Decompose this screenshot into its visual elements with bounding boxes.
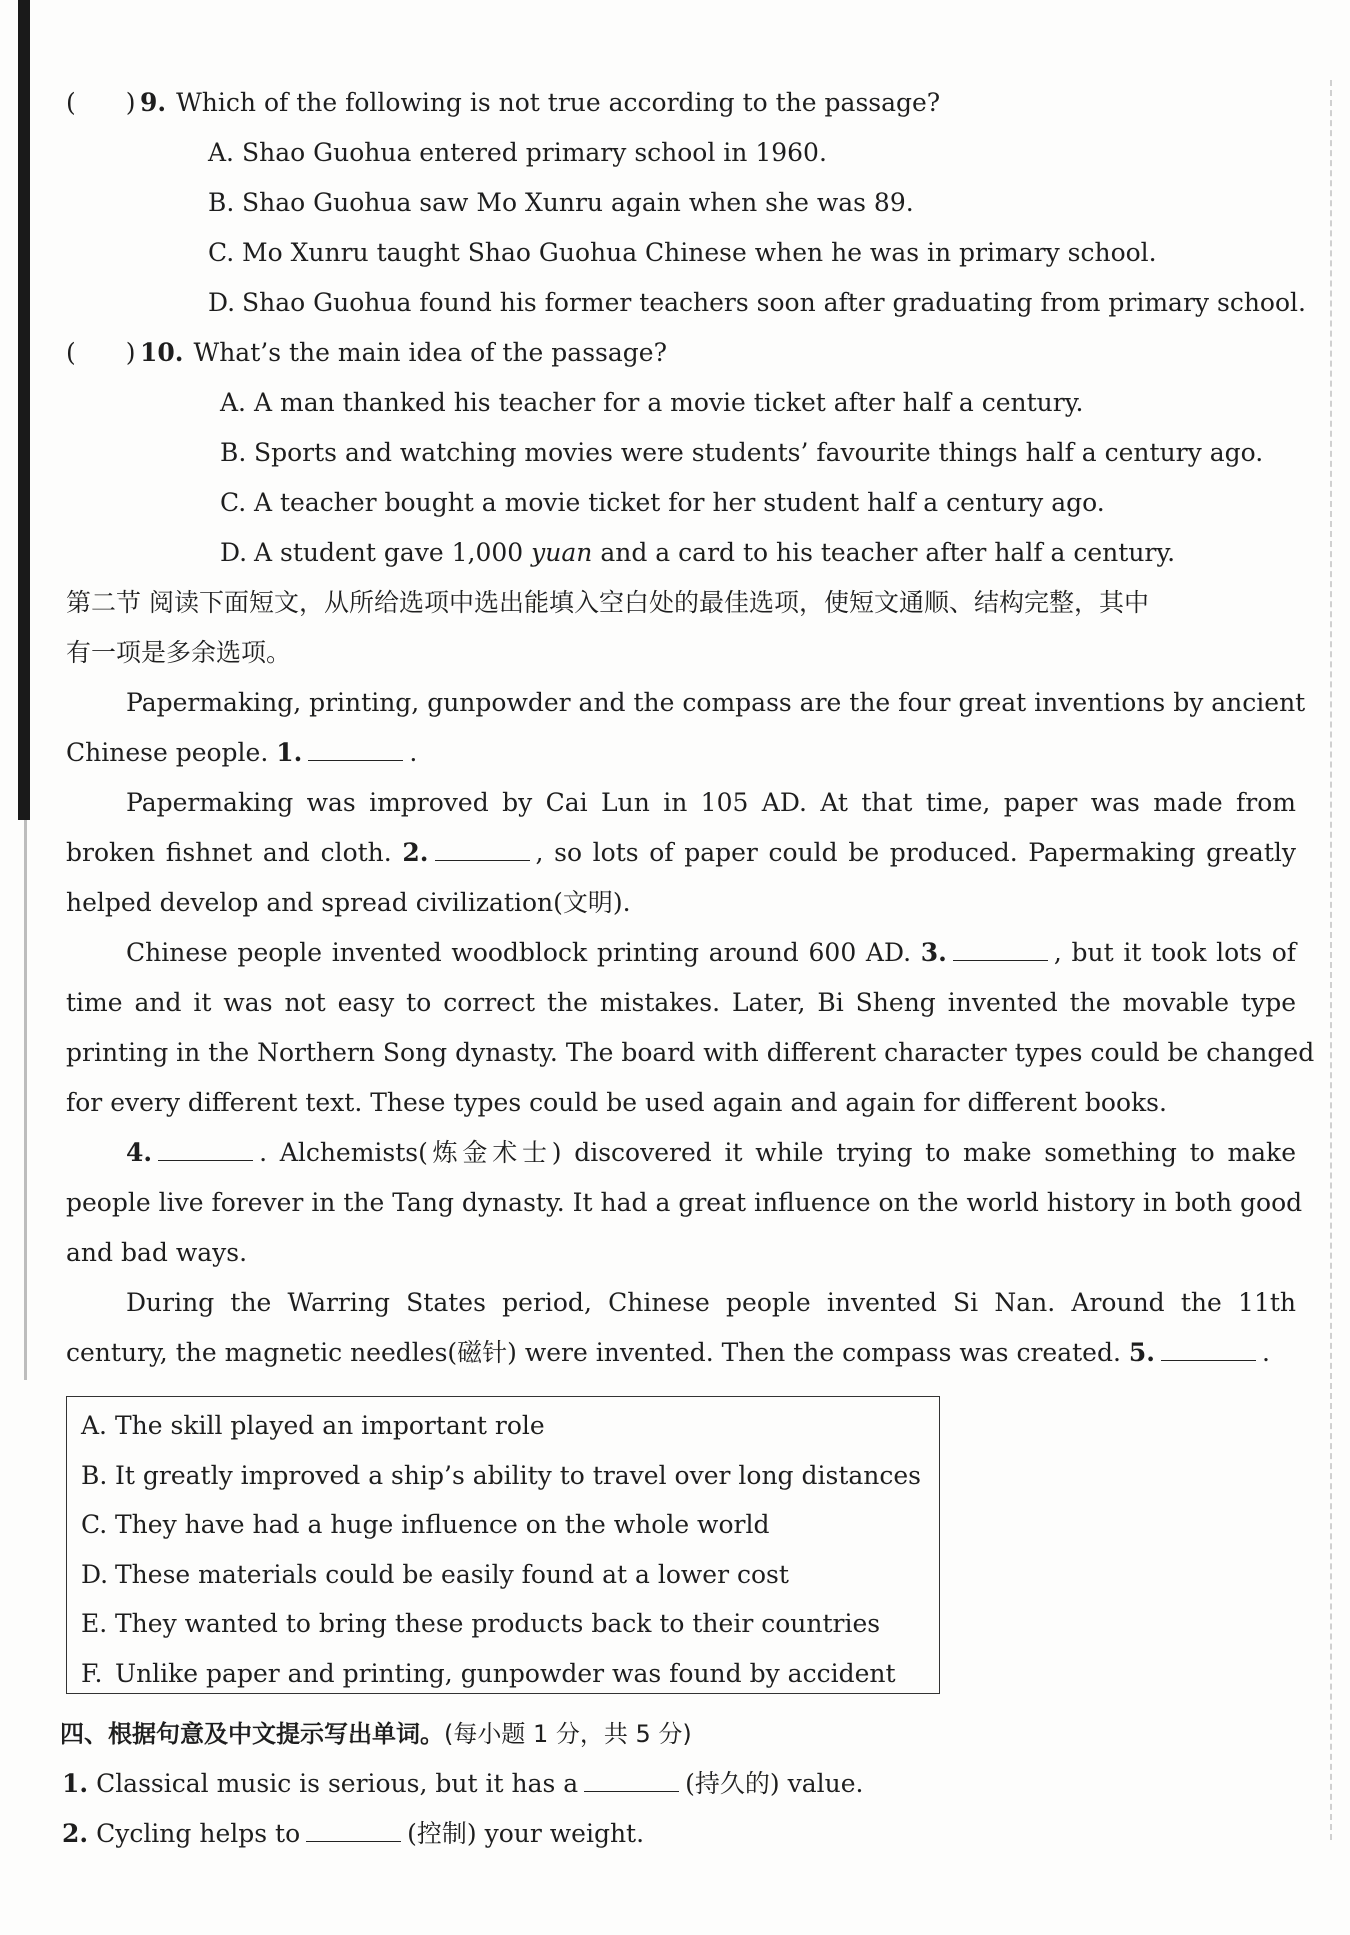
question-number: 9.	[140, 88, 167, 117]
question-number: 10.	[140, 338, 184, 367]
passage-text: century, the magnetic needles(磁针) were invented. Then the compass was created.	[66, 1338, 1121, 1367]
question-stem: What’s the main idea of the passage?	[193, 338, 667, 367]
passage-p4-line1	[66, 1128, 1296, 1178]
blank-3[interactable]	[953, 936, 1048, 961]
option-letter: B.	[208, 188, 235, 217]
option-text: Sports and watching movies were students’ favourite things half a century ago.	[254, 438, 1264, 467]
item-text: Classical music is serious, but it has a	[96, 1769, 579, 1798]
blank-1[interactable]	[308, 736, 403, 761]
option-text-before: A student gave 1,000	[254, 538, 532, 567]
options-box	[66, 1396, 940, 1694]
option-text: They wanted to bring these products back to their countries	[115, 1609, 881, 1638]
option-text: It greatly improved a ship’s ability to travel over long distances	[115, 1460, 922, 1490]
option-letter: A.	[81, 1411, 108, 1440]
option-text: A teacher bought a movie ticket for her student half a century ago.	[254, 488, 1105, 517]
option-text-italic: yuan	[531, 538, 593, 567]
option-letter: F.	[81, 1658, 103, 1688]
blank-5[interactable]	[1161, 1336, 1256, 1361]
box-option-a	[81, 1401, 939, 1451]
option-text: The skill played an important role	[115, 1411, 545, 1440]
option-letter: E.	[81, 1609, 108, 1638]
option-letter: C.	[220, 488, 247, 517]
option-10b	[66, 428, 1296, 478]
box-option-f	[81, 1649, 939, 1699]
passage-p4-line3: and bad ways.	[66, 1238, 248, 1267]
passage-text: Chinese people invented woodblock printing around 600 AD.	[126, 938, 912, 967]
binding-edge-lower	[24, 820, 27, 1380]
option-text: Shao Guohua entered primary school in 1960.	[242, 138, 827, 167]
part4-score: (每小题 1 分，共 5 分)	[444, 1720, 692, 1748]
binding-edge	[18, 0, 30, 820]
passage-p1-line1: Papermaking, printing, gunpowder and the compass are the four great inventions by ancient	[126, 688, 1306, 717]
passage-p2-line2	[66, 828, 1296, 878]
option-letter: D.	[208, 288, 236, 317]
passage-text: Chinese people.	[66, 738, 269, 767]
passage-p3-line3: printing in the Northern Song dynasty. The board with different character types could be changed	[66, 1038, 1315, 1067]
blank-2[interactable]	[435, 836, 530, 861]
part4-item-1	[62, 1764, 864, 1800]
box-option-c	[81, 1500, 939, 1550]
question-stem: Which of the following is not true according to the passage?	[176, 88, 941, 117]
option-letter: C.	[208, 238, 235, 267]
option-letter: B.	[220, 438, 247, 467]
option-letter: A.	[208, 138, 235, 167]
item-text: Cycling helps to	[96, 1819, 301, 1848]
part4-item-2	[62, 1814, 644, 1850]
option-9a	[66, 128, 1296, 178]
item-hint: (控制) your weight.	[407, 1819, 645, 1848]
option-text: A man thanked his teacher for a movie ticket after half a century.	[254, 388, 1084, 417]
option-text-after: and a card to his teacher after half a century.	[592, 538, 1176, 567]
option-9d	[66, 278, 1306, 328]
option-text: Shao Guohua found his former teachers soon after graduating from primary school.	[242, 288, 1306, 317]
option-text: Unlike paper and printing, gunpowder was found by accident	[115, 1658, 896, 1688]
option-text: They have had a huge influence on the whole world	[115, 1510, 770, 1539]
passage-p1-line2: Chinese people. 1. .	[66, 738, 418, 767]
box-option-e	[81, 1599, 939, 1649]
passage-text: , but it took lots of	[1053, 938, 1297, 967]
main-content	[66, 78, 1315, 1378]
item-number: 2.	[62, 1819, 89, 1848]
blank-number-4: 4.	[126, 1138, 153, 1167]
option-10a	[66, 378, 1296, 428]
passage-text: broken fishnet and cloth.	[66, 838, 392, 867]
passage-p2-line3: helped develop and spread civilization(文明).	[66, 888, 631, 917]
option-9b	[66, 178, 1296, 228]
answer-paren[interactable]: ( )	[66, 338, 136, 367]
option-letter: C.	[81, 1510, 108, 1539]
passage-p2-line1: Papermaking was improved by Cai Lun in 105 AD. At that time, paper was made from	[126, 788, 1296, 817]
option-letter: D.	[81, 1559, 109, 1589]
word-blank-2[interactable]	[306, 1817, 401, 1842]
passage-text: , so lots of paper could be produced. Papermaking greatly	[535, 838, 1297, 867]
option-letter: D.	[220, 538, 248, 567]
cut-line	[1330, 80, 1332, 1840]
answer-paren[interactable]: ( )	[66, 88, 136, 117]
passage-p5-line1: During the Warring States period, Chinese people invented Si Nan. Around the 11th	[126, 1288, 1296, 1317]
passage-text: . Alchemists(炼金术士) discovered it while trying to make something to make	[259, 1138, 1296, 1167]
section-instruction: 第二节 阅读下面短文，从所给选项中选出能填入空白处的最佳选项，使短文通顺、结构完整，其中	[66, 588, 1149, 617]
option-text: Shao Guohua saw Mo Xunru again when she was 89.	[242, 188, 914, 217]
option-letter: B.	[81, 1460, 108, 1490]
item-hint: (持久的) value.	[685, 1769, 864, 1798]
section-instruction-cont: 有一项是多余选项。	[66, 638, 292, 667]
option-letter: A.	[220, 388, 247, 417]
blank-4[interactable]	[158, 1136, 253, 1161]
passage-p4-line2: people live forever in the Tang dynasty. It had a great influence on the world history in both good	[66, 1188, 1303, 1217]
option-10d	[66, 528, 1296, 578]
word-blank-1[interactable]	[584, 1767, 679, 1792]
blank-number-1: 1.	[276, 738, 303, 767]
passage-p5-line2: century, the magnetic needles(磁针) were invented. Then the compass was created. 5. .	[66, 1338, 1270, 1367]
question-9	[66, 78, 1296, 128]
option-9c	[66, 228, 1296, 278]
option-text: Mo Xunru taught Shao Guohua Chinese when he was in primary school.	[242, 238, 1157, 267]
blank-number-5: 5.	[1128, 1338, 1155, 1367]
passage-p3-line1	[66, 928, 1296, 978]
blank-number-2: 2.	[402, 838, 429, 867]
part4-title: 四、根据句意及中文提示写出单词。	[60, 1720, 444, 1748]
part4-heading	[60, 1714, 692, 1749]
blank-number-3: 3.	[920, 938, 947, 967]
option-text: These materials could be easily found at a lower cost	[115, 1559, 789, 1589]
box-option-d	[81, 1550, 939, 1600]
passage-p3-line2: time and it was not easy to correct the mistakes. Later, Bi Sheng invented the movable type	[66, 988, 1296, 1017]
passage-p3-line4: for every different text. These types could be used again and again for different books.	[66, 1088, 1167, 1117]
item-number: 1.	[62, 1769, 89, 1798]
option-10c	[66, 478, 1296, 528]
question-10	[66, 328, 1296, 378]
box-option-b	[81, 1451, 939, 1501]
